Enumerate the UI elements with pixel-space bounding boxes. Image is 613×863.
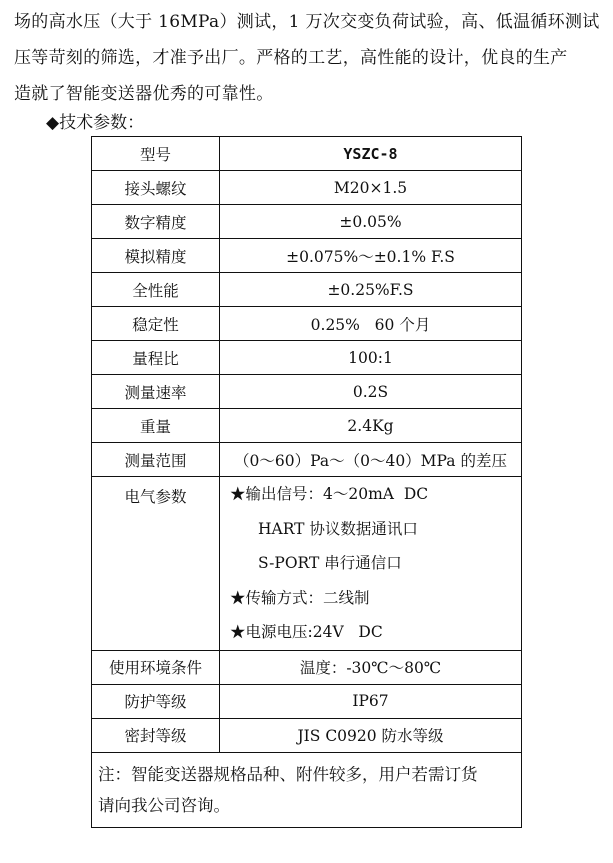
spec-label: 防护等级	[92, 684, 220, 718]
spec-label: 型号	[92, 137, 220, 171]
intro-line: 造就了智能变送器优秀的可靠性。	[14, 84, 274, 104]
spec-value: M20×1.5	[220, 171, 522, 205]
spec-label: 测量速率	[92, 375, 220, 409]
electrical-line: HART 协议数据通讯口	[258, 519, 418, 538]
spec-label: 接头螺纹	[92, 171, 220, 205]
spec-table	[91, 136, 522, 828]
spec-row-thread	[92, 171, 522, 205]
note-line: 注：智能变送器规格品种、附件较多，用户若需订货	[98, 764, 478, 784]
spec-row-turndown	[92, 341, 522, 375]
spec-label: 使用环境条件	[92, 650, 220, 684]
intro-line: 场的高水压（大于 16MPa）测试，1 万次交变负荷试验，高、低温循环测试	[14, 12, 600, 32]
electrical-line: S-PORT 串行通信口	[258, 554, 402, 573]
spec-label: 稳定性	[92, 307, 220, 341]
electrical-line: ★传输方式：二线制	[230, 588, 370, 607]
spec-label: 密封等级	[92, 718, 220, 752]
spec-row-total-performance	[92, 273, 522, 307]
spec-row-rate	[92, 375, 522, 409]
spec-value-electrical	[220, 477, 522, 651]
spec-row-seal	[92, 718, 522, 752]
spec-label: 电气参数	[92, 477, 220, 651]
electrical-line: ★输出信号：4～20mA DC	[230, 485, 429, 503]
spec-value: 100:1	[220, 341, 522, 375]
spec-row-electrical	[92, 477, 522, 651]
spec-value: ±0.05%	[220, 205, 522, 239]
spec-value: 温度：-30℃～80℃	[220, 650, 522, 684]
spec-note	[92, 752, 522, 827]
spec-row-analog-accuracy	[92, 239, 522, 273]
spec-label: 重量	[92, 409, 220, 443]
spec-value: ±0.075%～±0.1% F.S	[220, 239, 522, 273]
spec-value: （0～60）Pa～（0～40）MPa 的差压	[220, 443, 522, 477]
spec-value: YSZC-8	[220, 137, 522, 171]
spec-label: 全性能	[92, 273, 220, 307]
spec-value: IP67	[220, 684, 522, 718]
spec-label: 量程比	[92, 341, 220, 375]
spec-value: 0.2S	[220, 375, 522, 409]
spec-value: 0.25% 60 个月	[220, 307, 522, 341]
spec-row-weight	[92, 409, 522, 443]
spec-value: JIS C0920 防水等级	[220, 718, 522, 752]
spec-row-digital-accuracy	[92, 205, 522, 239]
spec-label: 测量范围	[92, 443, 220, 477]
spec-label: 模拟精度	[92, 239, 220, 273]
intro-line: 压等苛刻的筛选，才准予出厂。严格的工艺，高性能的设计，优良的生产	[14, 48, 568, 68]
spec-value: 2.4Kg	[220, 409, 522, 443]
spec-label: 数字精度	[92, 205, 220, 239]
spec-row-model	[92, 137, 522, 171]
spec-row-protection	[92, 684, 522, 718]
spec-row-environment	[92, 650, 522, 684]
note-line: 请向我公司咨询。	[98, 795, 230, 815]
intro-paragraph	[14, 4, 608, 112]
spec-row-note	[92, 752, 522, 827]
spec-value: ±0.25%F.S	[220, 273, 522, 307]
electrical-line: ★电源电压:24V DC	[230, 623, 383, 642]
spec-row-range	[92, 443, 522, 477]
params-heading: ◆技术参数：	[46, 113, 145, 133]
spec-row-stability	[92, 307, 522, 341]
